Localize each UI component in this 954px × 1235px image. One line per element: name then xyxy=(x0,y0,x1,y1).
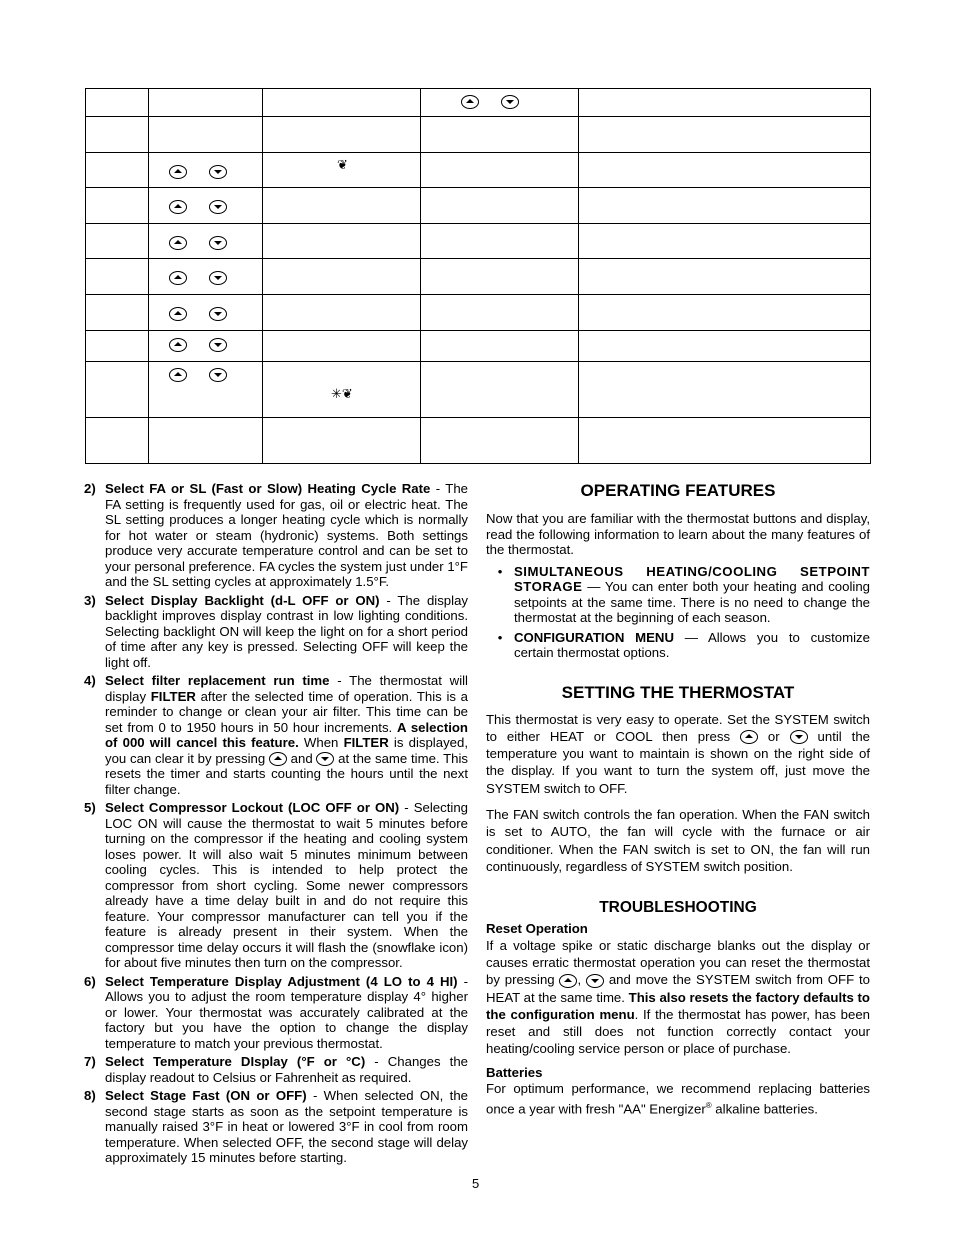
item-body: - Changes the display readout to Celsius or Fahrenheit as required. xyxy=(105,1054,468,1085)
item-body: - When selected ON, the second stage starts as soon as the setpoint temperature is manually raised 3°F in heat or lowered 3°F in cool from room temperature. When selected OFF, the second stage will delay approximately 15 minutes before starting. xyxy=(105,1088,469,1166)
up-arrow-icon xyxy=(169,368,187,382)
table-row xyxy=(86,362,871,418)
fan-paragraph: The FAN switch controls the fan operation. When the FAN switch is set to AUTO, the fan will cycle with the furnace or air conditioner. When the FAN switch is set to ON, the fan will run continuously, regardless of SYSTEM switch position. xyxy=(486,806,870,874)
page-number: 5 xyxy=(472,1176,480,1191)
down-arrow-icon xyxy=(209,271,227,285)
snowflake-flame-icon: ✳❦ xyxy=(331,386,353,401)
list-item: • CONFIGURATION MENU — Allows you to customize certain thermostat options. xyxy=(497,629,870,660)
item-stage-fast: 8) Select Stage Fast (ON or OFF) - When selected ON, the second stage starts as soon as the setpoint temperature is manually raised 3°F in heat or lowered 3°F in cool from room temperature. When selected OFF, the second stage will delay approximately 15 minutes before starting. xyxy=(84,1088,469,1166)
down-arrow-icon xyxy=(209,307,227,321)
item-body: - The FA setting is frequently used for gas, oil or electric heat. The SL setting produces a longer heating cycle which is normally for hot water or steam (hydronic) systems. Both settings produce very accurate temperature control and can be set to your personal preference. FA cycles the system just under 1°F and the SL setting cycles at approximately 1.5°F. xyxy=(105,481,468,589)
up-arrow-icon xyxy=(169,236,187,250)
up-arrow-icon xyxy=(559,974,577,988)
down-arrow-icon xyxy=(501,95,519,109)
left-column xyxy=(84,481,468,1169)
up-arrow-icon xyxy=(169,200,187,214)
table-row xyxy=(86,295,871,331)
operating-features-heading: OPERATING FEATURES xyxy=(580,481,776,500)
right-column xyxy=(486,481,870,1118)
list-item: • SIMULTANEOUS HEATING/COOLING SETPOINT STORAGE — You can enter both your heating and cooling setpoints at the same time. There is no need to change the thermostat at the beginning of each season. xyxy=(497,563,870,625)
item-title: Select filter replacement run time xyxy=(105,673,330,688)
item-temperature-adjustment: 6) Select Temperature Display Adjustment (4 LO to 4 HI) - Allows you to adjust the room temperature display 4° higher or lower. Your thermostat was accurately calibrated at the factory but you have the option to change the display temperature to match your previous thermostat. xyxy=(84,973,468,1051)
down-arrow-icon xyxy=(209,200,227,214)
item-title: Select Stage Fast (ON or OFF) xyxy=(105,1088,307,1104)
item-body: - Selecting LOC ON will cause the thermostat to wait 5 minutes before turning on the compressor if the heating and cooling system loses power. It will also wait 5 minutes minimum between cooling cycles. This is intended to help protect the compressor from short cycling. Some newer compressors already have a time delay built in and do not require this feature. Your compressor manufacturer can tell you if the feature is already present in their system. When the compressor time delay occurs it will flash the (snowflake icon) for about five minutes then turn on the compressor. xyxy=(105,800,468,971)
up-arrow-icon xyxy=(169,307,187,321)
table-row xyxy=(86,117,871,153)
down-arrow-icon xyxy=(586,974,604,988)
item-title: Select Temperature Display Adjustment (4 LO to 4 HI) xyxy=(105,973,458,989)
table-row xyxy=(86,188,871,224)
setting-thermostat-heading: SETTING THE THERMOSTAT xyxy=(561,682,795,702)
table-row xyxy=(86,89,871,117)
troubleshooting-heading: TROUBLESHOOTING xyxy=(599,899,757,917)
item-body: - The display backlight improves display contrast in low lighting conditions. Selecting backlight ON will keep the light on for a short period of time after any key is pressed. Selecting OFF will keep the light off. xyxy=(105,592,468,670)
item-title: Select Temperature DIsplay (°F or °C) xyxy=(105,1054,366,1070)
up-arrow-icon xyxy=(169,271,187,285)
item-body: - Allows you to adjust the room temperature display 4° higher or lower. Your thermostat was accurately calibrated at the factory but you have the option to change the display temperature to match your previous thermostat. xyxy=(105,973,468,1051)
table-row xyxy=(86,331,871,362)
item-title: Select FA or SL (Fast or Slow) Heating Cycle Rate xyxy=(105,481,431,496)
down-arrow-icon xyxy=(209,338,227,352)
up-arrow-icon xyxy=(740,730,758,744)
item-compressor-lockout: 5) Select Compressor Lockout (LOC OFF or ON) - Selecting LOC ON will cause the thermostat to wait 5 minutes before turning on the compressor if the heating and cooling system loses power. It will also wait 5 minutes minimum between cooling cycles. This is intended to help protect the compressor from short cycling. Some newer compressors already have a time delay built in and do not require this feature. Your compressor manufacturer can tell you if the feature is already present in their system. When the compressor time delay occurs it will flash the (snowflake icon) for about five minutes then turn on the compressor. xyxy=(84,800,468,971)
operating-intro: Now that you are familiar with the thermostat buttons and display, read the following information to learn about the many features of the thermostat. xyxy=(486,511,870,557)
reset-paragraph: If a voltage spike or static discharge blanks out the display or causes erratic thermostat operation you can reset the thermostat by pressing , and move the SYSTEM switch from OFF to HEAT at the same time. This also resets the factory defaults to the configuration menu. If the thermostat has power, has been reset and still does not function correctly contact your heating/cooling service person or place of purchase. xyxy=(486,937,870,1057)
item-heating-cycle-rate: 2) Select FA or SL (Fast or Slow) Heating Cycle Rate - The FA setting is frequently used for gas, oil or electric heat. The SL setting produces a longer heating cycle which is normally for hot water or steam (hydronic) systems. Both settings produce very accurate temperature control and can be set to your personal preference. FA cycles the system just under 1°F and the SL setting cycles at approximately 1.5°F. xyxy=(84,481,468,589)
item-title: Select Display Backlight (d-L OFF or ON) xyxy=(105,592,380,608)
configuration-table xyxy=(85,88,871,464)
up-arrow-icon xyxy=(461,95,479,109)
table-row xyxy=(86,224,871,259)
table-row xyxy=(86,418,871,464)
flame-icon: ❦ xyxy=(337,157,348,172)
batteries-paragraph: For optimum performance, we recommend replacing batteries once a year with fresh "AA" Energizer® alkaline batteries. xyxy=(486,1081,870,1117)
table-row xyxy=(86,153,871,188)
item-display-backlight: 3) Select Display Backlight (d-L OFF or ON) - The display backlight improves display contrast in low lighting conditions. Selecting backlight ON will keep the light on for a short period of time after any key is pressed. Selecting OFF will keep the light off. xyxy=(84,592,468,670)
up-arrow-icon xyxy=(269,752,287,766)
setting-paragraph: This thermostat is very easy to operate. Set the SYSTEM switch to either HEAT or COOL then press or until the temperature you want to maintain is shown on the right side of the display. If you want to turn the system off, just move the SYSTEM switch to OFF. xyxy=(486,711,870,796)
down-arrow-icon xyxy=(209,368,227,382)
reset-operation-heading: Reset Operation xyxy=(486,921,588,937)
item-filter-run-time: 4) Select filter replacement run time - The thermostat will display FILTER after the selected time of operation. This is a reminder to change or clean your air filter. This time can be set from 0 to 1950 hours in 50 hour increments. A selection of 000 will cancel this feature. When FILTER is displayed, you can clear it by pressing and at the same time. This resets the timer and starts counting the hours until the next filter change. xyxy=(84,673,468,797)
item-temperature-display: 7) Select Temperature DIsplay (°F or °C) - Changes the display readout to Celsius or Fahrenheit as required. xyxy=(84,1054,468,1085)
down-arrow-icon xyxy=(790,730,808,744)
item-title: Select Compressor Lockout (LOC OFF or ON) xyxy=(105,800,400,816)
down-arrow-icon xyxy=(209,165,227,179)
batteries-heading: Batteries xyxy=(486,1064,543,1080)
table-row xyxy=(86,259,871,295)
up-arrow-icon xyxy=(169,165,187,179)
up-arrow-icon xyxy=(169,338,187,352)
down-arrow-icon xyxy=(316,752,334,766)
down-arrow-icon xyxy=(209,236,227,250)
